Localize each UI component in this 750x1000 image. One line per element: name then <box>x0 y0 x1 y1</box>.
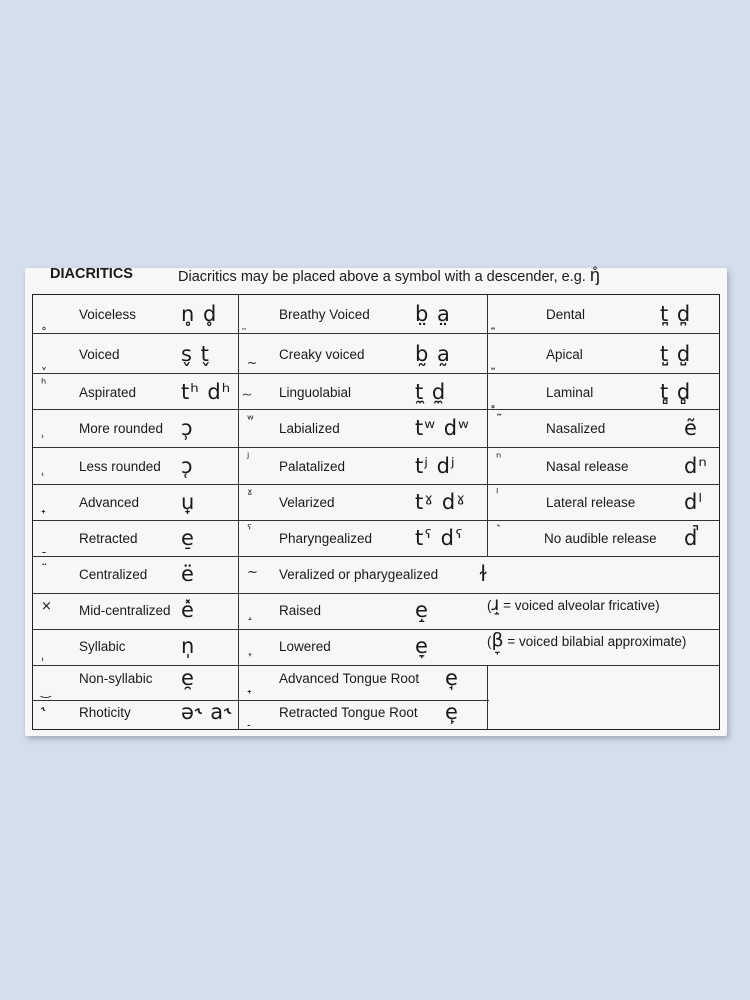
diacritic-example: n̩ <box>181 634 196 658</box>
diacritic-row-voiceless <box>33 297 238 333</box>
diacritic-row-retracted-tongue-root <box>239 699 487 735</box>
diacritic-example: d̚ <box>684 526 699 550</box>
diacritic-label: More rounded <box>79 421 164 436</box>
diacritic-label: Pharyngealized <box>279 531 373 546</box>
diacritic-row-creaky-voiced <box>239 337 487 373</box>
row-divider <box>33 373 719 374</box>
diacritic-label: Lateral release <box>546 495 636 510</box>
diacritic-row-linguolabial <box>239 375 487 411</box>
diacritic-example: tʲ dʲ <box>415 454 456 478</box>
diacritic-mark: ~ <box>247 356 258 370</box>
note-text: = voiced bilabial approximate <box>503 634 682 649</box>
note-symbol: β̞ <box>491 629 504 651</box>
header-example-symbol: ŋ̊ <box>589 265 600 285</box>
diacritic-label: Breathy Voiced <box>279 307 370 322</box>
diacritic-label: Non-syllabic <box>79 671 153 686</box>
diacritic-mark: ˬ <box>41 356 47 370</box>
diacritic-mark: ˓ <box>41 468 45 482</box>
diacritic-example: e̝ <box>415 598 429 622</box>
diacritic-mark: ʲ <box>247 451 250 466</box>
diacritic-label: Voiced <box>79 347 120 362</box>
diacritic-label: Apical <box>546 347 583 362</box>
diacritic-example: dⁿ <box>684 454 708 478</box>
diacritic-mark: ˠ <box>247 487 253 502</box>
diacritic-mark: × <box>41 599 52 614</box>
diacritic-mark: ‿ <box>41 684 51 698</box>
diacritic-label: Rhoticity <box>79 705 131 720</box>
diacritic-mark: ʰ <box>41 377 47 392</box>
diacritic-example: ɔ̹ <box>181 416 194 440</box>
note-voiced-bilabial-approximate: (β̞ = voiced bilabial approximate) <box>487 629 687 651</box>
diacritic-example: e̘ <box>445 666 459 690</box>
diacritic-label: Less rounded <box>79 459 161 474</box>
diacritic-mark: ¨ <box>41 563 48 578</box>
diacritic-mark: ˡ <box>496 487 499 502</box>
diacritic-example: t̺ d̺ <box>660 342 692 366</box>
diacritic-mark: ˺ <box>496 523 501 538</box>
diacritic-example: s̬ t̬ <box>181 342 210 366</box>
diacritic-example: ɔ̜ <box>181 454 194 478</box>
diacritic-row-mid-centralized <box>33 593 238 629</box>
diacritic-example: e̽ <box>181 598 195 622</box>
diacritic-example: e̙ <box>445 700 459 724</box>
diacritic-label: Velarized <box>279 495 335 510</box>
diacritic-example: e̠ <box>181 526 195 550</box>
diacritic-row-labialized <box>239 411 487 447</box>
note-symbol: ɹ̝ <box>491 593 500 615</box>
diacritic-label: Advanced Tongue Root <box>279 671 420 686</box>
diacritic-row-apical <box>488 337 719 373</box>
header-description <box>178 265 600 287</box>
diacritic-row-breathy-voiced <box>239 297 487 333</box>
diacritic-label: No audible release <box>544 531 657 546</box>
diacritic-row-syllabic <box>33 629 238 665</box>
diacritic-row-laminal <box>488 375 719 411</box>
header <box>24 264 724 294</box>
diacritic-label: Laminal <box>546 385 594 400</box>
diacritic-label: Nasal release <box>546 459 629 474</box>
diacritic-label: Veralized or pharygealized <box>279 567 439 582</box>
diacritic-label: Retracted <box>79 531 138 546</box>
diacritic-label: Lowered <box>279 639 331 654</box>
diacritic-mark: ~ <box>247 565 258 580</box>
diacritic-example: t̼ d̼ <box>415 380 447 404</box>
diacritic-example: b̤ a̤ <box>415 302 451 326</box>
diacritic-row-lateral-release <box>488 485 719 521</box>
diacritic-example: ë <box>181 562 195 586</box>
diacritic-row-pharyngealized <box>239 521 487 557</box>
diacritic-mark: ˍ <box>41 540 47 554</box>
diacritic-label: Palatalized <box>279 459 346 474</box>
diacritic-label: Retracted Tongue Root <box>279 705 418 720</box>
diacritic-example: tˤ dˤ <box>415 526 464 550</box>
diacritic-example: t̪ d̪ <box>660 302 692 326</box>
diacritic-row-nasalized <box>488 411 719 447</box>
note-voiced-alveolar-fricative: (ɹ̝ = voiced alveolar fricative) <box>487 593 660 615</box>
diacritic-mark: ˤ <box>247 523 252 538</box>
diacritic-label: Advanced <box>79 495 140 510</box>
diacritic-label: Labialized <box>279 421 340 436</box>
diacritic-mark: ˒ <box>41 430 45 444</box>
diacritic-example: e̞ <box>415 634 429 658</box>
diacritic-label: Voiceless <box>79 307 137 322</box>
diacritic-example: dˡ <box>684 490 703 514</box>
row-divider <box>33 447 719 448</box>
diacritic-example: u̟ <box>181 490 196 514</box>
diacritic-row-dental <box>488 297 719 333</box>
diacritic-mark: ˌ <box>41 648 45 662</box>
diacritic-row-no-audible-release <box>488 521 719 557</box>
note-text: = voiced alveolar fricative <box>499 598 656 613</box>
diacritic-label: Linguolabial <box>279 385 352 400</box>
diacritic-label: Mid-centralized <box>79 603 171 618</box>
diacritic-mark: ˖ <box>41 504 46 518</box>
diacritic-label: Centralized <box>79 567 148 582</box>
diacritic-row-less-rounded <box>33 449 238 485</box>
diacritic-row-voiced <box>33 337 238 373</box>
diacritic-label: Nasalized <box>546 421 606 436</box>
diacritic-row-velarized-or-pharyngealized <box>239 557 719 593</box>
diacritic-row-aspirated <box>33 375 238 411</box>
diacritic-row-advanced-tongue-root <box>239 665 487 701</box>
header-description-text: Diacritics may be placed above a symbol with a descender, e.g. <box>178 269 586 285</box>
diacritic-row-velarized <box>239 485 487 521</box>
diacritic-row-rhoticity <box>33 699 238 735</box>
diacritic-mark: ˔ <box>247 612 253 626</box>
diacritic-example: e̯ <box>181 666 195 690</box>
diacritic-row-non-syllabic <box>33 665 238 701</box>
diacritic-label: Creaky voiced <box>279 347 365 362</box>
header-title: DIACRITICS <box>50 266 133 282</box>
diacritic-example: n̥ d̥ <box>181 302 218 326</box>
diacritic-row-advanced <box>33 485 238 521</box>
diacritic-label: Raised <box>279 603 322 618</box>
diacritic-mark: ⁿ <box>496 451 502 466</box>
diacritic-example: ẽ <box>684 416 698 440</box>
diacritic-label: Dental <box>546 307 586 322</box>
row-divider <box>33 333 719 334</box>
diacritic-label: Aspirated <box>79 385 137 400</box>
diacritic-row-nasal-release <box>488 449 719 485</box>
diacritic-mark: ˕ <box>247 648 253 662</box>
diacritic-label: Syllabic <box>79 639 126 654</box>
diacritic-mark: ʷ <box>247 413 254 428</box>
diacritic-row-retracted <box>33 521 238 557</box>
diacritic-row-palatalized <box>239 449 487 485</box>
diacritic-example: tʷ dʷ <box>415 416 470 440</box>
diacritic-mark: ˗ <box>247 718 251 732</box>
diacritic-example: ə˞ a˞ <box>181 700 232 724</box>
diacritic-example: b̰ a̰ <box>415 342 451 366</box>
diacritic-example: tʰ dʰ <box>181 380 232 404</box>
diacritic-mark: ˳ <box>41 316 47 330</box>
diacritic-mark: ˞ <box>41 703 46 718</box>
diacritic-row-raised <box>239 593 487 629</box>
diacritics-table <box>32 294 720 730</box>
diacritic-mark: ˖ <box>247 684 252 698</box>
column-divider <box>487 665 488 729</box>
diacritic-mark: ˜ <box>496 413 503 428</box>
diacritic-example: tˠ dˠ <box>415 490 467 514</box>
diacritic-example: ɫ <box>479 562 489 586</box>
diacritic-row-lowered <box>239 629 487 665</box>
diacritic-example: t̻ d̻ <box>660 380 692 404</box>
diacritic-row-more-rounded <box>33 411 238 447</box>
diacritic-row-centralized <box>33 557 238 593</box>
